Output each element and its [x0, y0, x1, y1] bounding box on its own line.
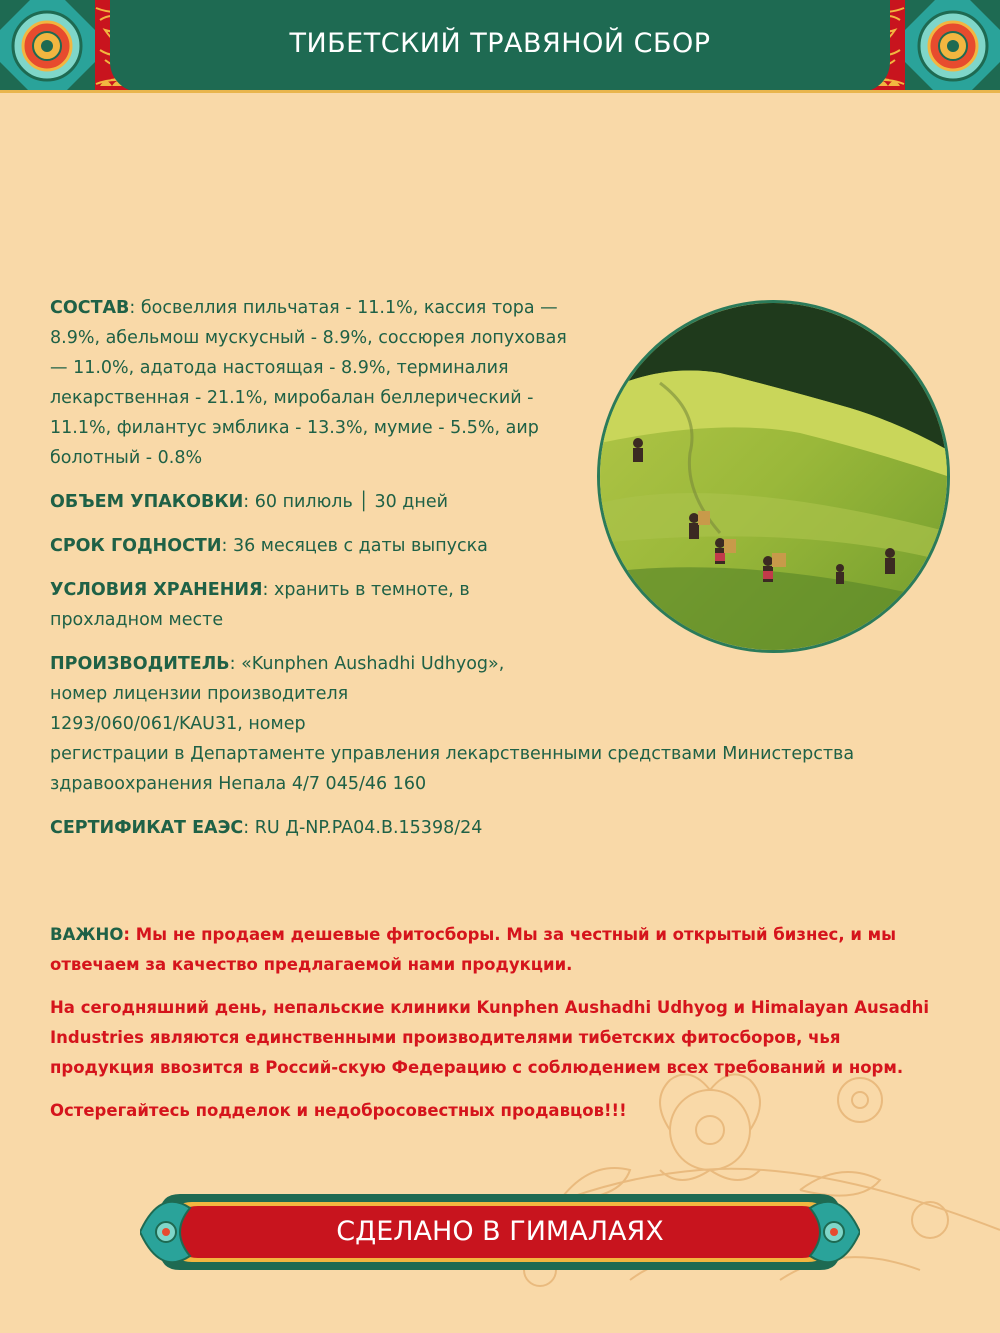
storage-paragraph: [50, 575, 540, 635]
volume-paragraph: [50, 487, 950, 517]
volume-text: : 60 пилюль │ 30 дней: [243, 492, 448, 512]
manufacturer-label: ПРОИЗВОДИТЕЛЬ: [50, 654, 230, 674]
shelf-life-paragraph: [50, 531, 950, 561]
storage-text: : хранить в темноте, в прохладном месте: [50, 580, 470, 630]
manufacturer-paragraph: [50, 649, 950, 799]
composition-paragraph: [50, 293, 585, 473]
important-text: : Мы не продаем дешевые фитосборы. Мы за честный и открытый бизнес, и мы отвечаем за качество предлагаемой нами продукции.: [50, 925, 897, 974]
certificate-text: : RU Д-NP.PA04.B.15398/24: [243, 818, 483, 838]
storage-label: УСЛОВИЯ ХРАНЕНИЯ: [50, 580, 263, 600]
shelf-life-text: : 36 месяцев с даты выпуска: [221, 536, 488, 556]
header-gold-line: [0, 90, 1000, 93]
important-label: ВАЖНО: [50, 925, 124, 944]
composition-label: СОСТАВ: [50, 298, 130, 318]
certificate-paragraph: [50, 813, 950, 843]
manufacturer-text-2: регистрации в Департаменте управления лекарственными средствами Министерства здравоохранения Непала 4/7 045/46 160: [50, 744, 855, 794]
important-paragraph-2: На сегодняшний день, непальские клиники Kunphen Aushadhi Udhyog и Himalayan Ausadhi Industries являются единственными производителями тибетских фитосборов, чья продукция ввозится в Россий-скую Федерацию с соблюдением всех требований и норм.: [50, 998, 929, 1077]
volume-label: ОБЪЕМ УПАКОВКИ: [50, 492, 244, 512]
page-title: ТИБЕТСКИЙ ТРАВЯНОЙ СБОР: [289, 28, 711, 59]
important-paragraph-1: [50, 920, 950, 980]
footer-banner: [140, 1188, 860, 1276]
product-details: [50, 293, 950, 857]
header-banner: [0, 0, 1000, 92]
shelf-life-label: СРОК ГОДНОСТИ: [50, 536, 222, 556]
important-paragraph-3: Остерегайтесь подделок и недобросовестных продавцов!!!: [50, 1101, 627, 1120]
composition-text: : босвеллия пильчатая - 11.1%, кассия тора — 8.9%, абельмош мускусный - 8.9%, соссюрея лопуховая — 11.0%, адатода настоящая - 8.9%, терминалия лекарственная - 21.1%, миробалан беллерический - 11.1%, филантус эмблика - 13.3%, мумие - 5.5%, аир болотный - 0.8%: [50, 298, 567, 468]
certificate-label: СЕРТИФИКАТ ЕАЭС: [50, 818, 244, 838]
manufacturer-text-1: : «Kunphen Aushadhi Udhyog», номер лицензии производителя 1293/060/061/KAU31, номер: [50, 654, 505, 734]
footer-title: СДЕЛАНО В ГИМАЛАЯХ: [336, 1216, 664, 1247]
important-notice: [50, 920, 950, 1139]
